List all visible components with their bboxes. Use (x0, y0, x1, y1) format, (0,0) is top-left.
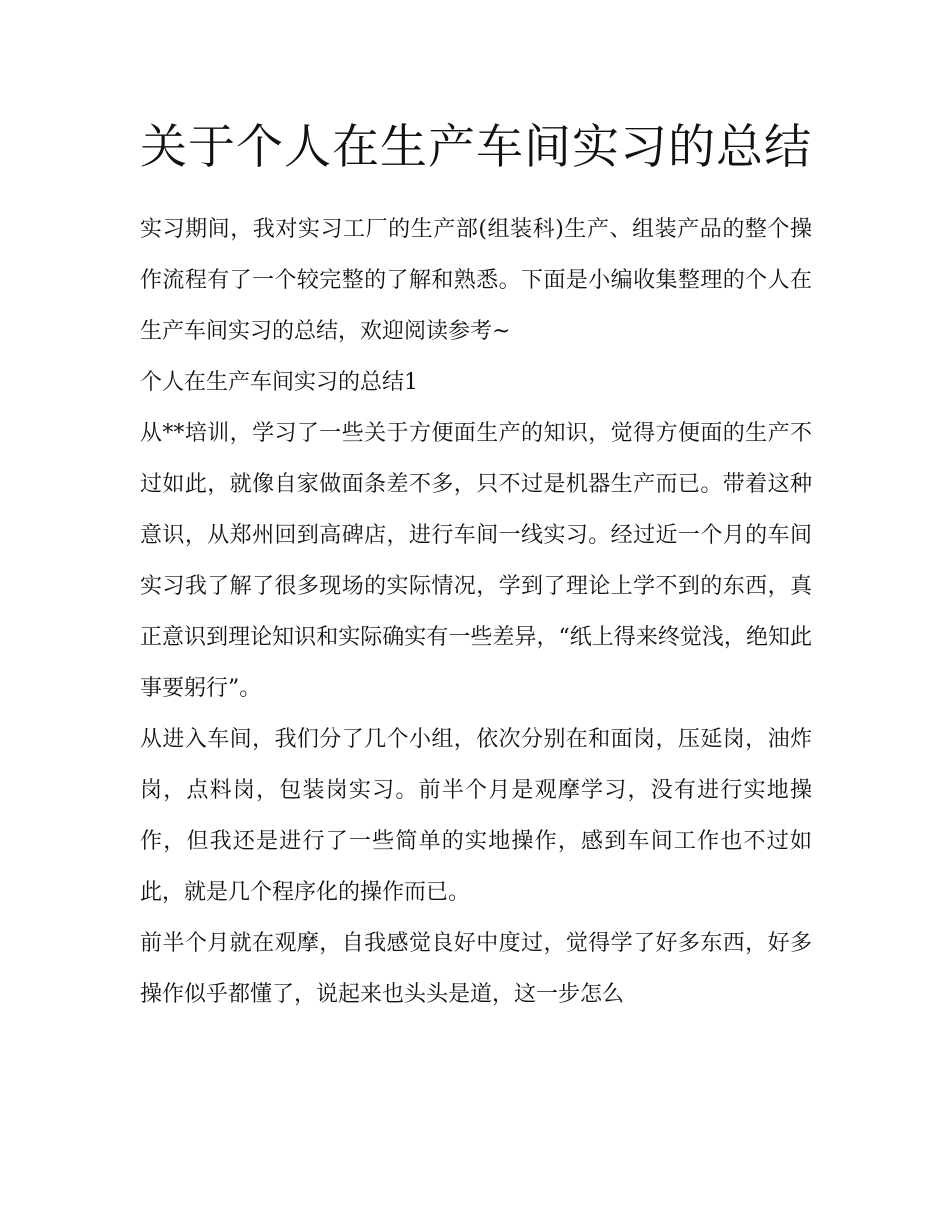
body-paragraph: 前半个月就在观摩，自我感觉良好中度过，觉得学了好多东西，好多操作似乎都懂了，说起来也头头是道，这一步怎么 (140, 931, 812, 1007)
intro-paragraph: 实习期间，我对实习工厂的生产部(组装科)生产、组装产品的整个操作流程有了一个较完整的了解和熟悉。下面是小编收集整理的个人在生产车间实习的总结，欢迎阅读参考~ (140, 217, 812, 344)
document-title: 关于个人在生产车间实习的总结 (140, 120, 812, 175)
section-heading: 个人在生产车间实习的总结1 (140, 370, 418, 395)
body-paragraph: 从**培训，学习了一些关于方便面生产的知识，觉得方便面的生产不过如此，就像自家做面条差不多，只不过是机器生产而已。带着这种意识，从郑州回到高碑店，进行车间一线实习。经过近一个月的车间实习我了解了很多现场的实际情况，学到了理论上学不到的东西，真正意识到理论知识和实际确实有一些差异，“纸上得来终觉浅，绝知此事要躬行”。 (140, 421, 812, 701)
document-body (140, 112, 812, 1020)
body-paragraph: 从进入车间，我们分了几个小组，依次分别在和面岗，压延岗，油炸岗，点料岗，包装岗实习。前半个月是观摩学习，没有进行实地操作，但我还是进行了一些简单的实地操作，感到车间工作也不过如此，就是几个程序化的操作而已。 (140, 727, 812, 905)
